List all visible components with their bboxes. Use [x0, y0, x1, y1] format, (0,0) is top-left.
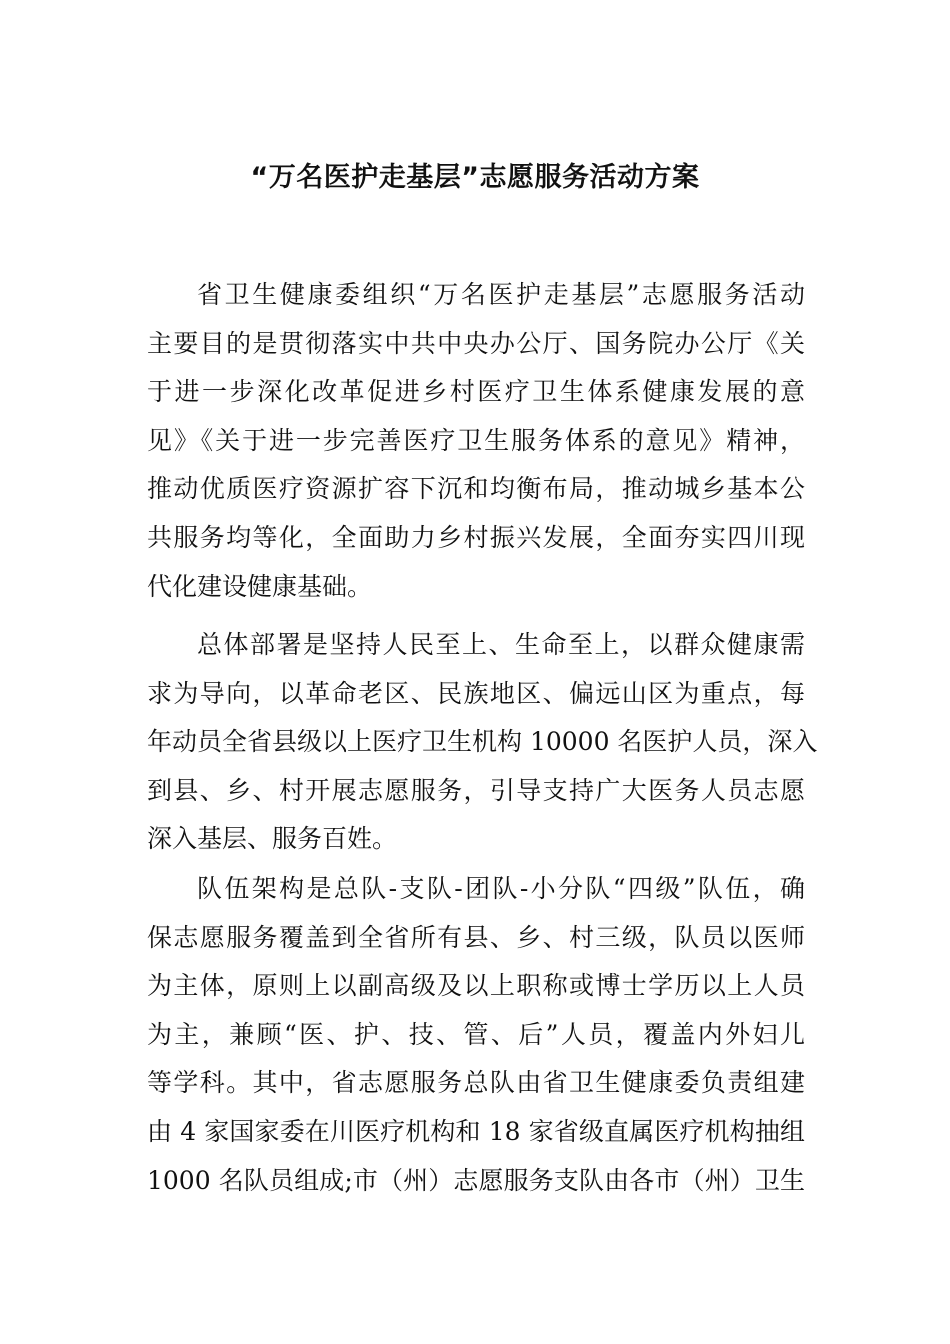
paragraph-line: 共服务均等化，全面助力乡村振兴发展，全面夯实四川现	[147, 522, 805, 552]
paragraph-line: 求为导向，以革命老区、民族地区、偏远山区为重点，每	[147, 678, 805, 708]
paragraph-line: 见》《关于进一步完善医疗卫生服务体系的意见》精神，	[147, 425, 805, 455]
paragraph-line: 推动优质医疗资源扩容下沉和均衡布局，推动城乡基本公	[147, 474, 805, 504]
paragraph-line: 代化建设健康基础。	[147, 571, 373, 601]
paragraph-line: 于进一步深化改革促进乡村医疗卫生体系健康发展的意	[147, 377, 805, 407]
paragraph-line: 深入基层、服务百姓。	[147, 824, 398, 854]
paragraph-deployment	[147, 621, 818, 864]
paragraph-line: 为主体，原则上以副高级及以上职称或博士学历以上人员	[147, 971, 805, 1001]
paragraph-line: 由 4 家国家委在川医疗机构和 18 家省级直属医疗机构抽组	[147, 1116, 805, 1146]
paragraph-line: 年动员全省县级以上医疗卫生机构 10000 名医护人员，深入	[147, 727, 818, 757]
paragraph-purpose	[147, 271, 805, 611]
paragraph-line: 主要目的是贯彻落实中共中央办公厅、国务院办公厅《关	[147, 328, 805, 358]
paragraph-line: 等学科。其中，省志愿服务总队由省卫生健康委负责组建	[147, 1068, 805, 1098]
paragraph-line: 省卫生健康委组织“万名医护走基层”志愿服务活动	[197, 280, 805, 309]
paragraph-line: 队伍架构是总队-支队-团队-小分队“四级”队伍，确	[197, 874, 805, 903]
paragraph-line: 到县、乡、村开展志愿服务，引导支持广大医务人员志愿	[147, 775, 805, 805]
paragraph-line: 保志愿服务覆盖到全省所有县、乡、村三级，队员以医师	[147, 922, 805, 952]
paragraph-structure	[147, 865, 805, 1205]
paragraph-line: 总体部署是坚持人民至上、生命至上，以群众健康需	[197, 630, 805, 659]
document-title: “万名医护走基层”志愿服务活动方案	[250, 162, 700, 193]
paragraph-line: 1000 名队员组成;市（州）志愿服务支队由各市（州）卫生	[147, 1165, 805, 1195]
paragraph-line: 为主，兼顾“医、护、技、管、后”人员，覆盖内外妇儿	[147, 1019, 805, 1049]
